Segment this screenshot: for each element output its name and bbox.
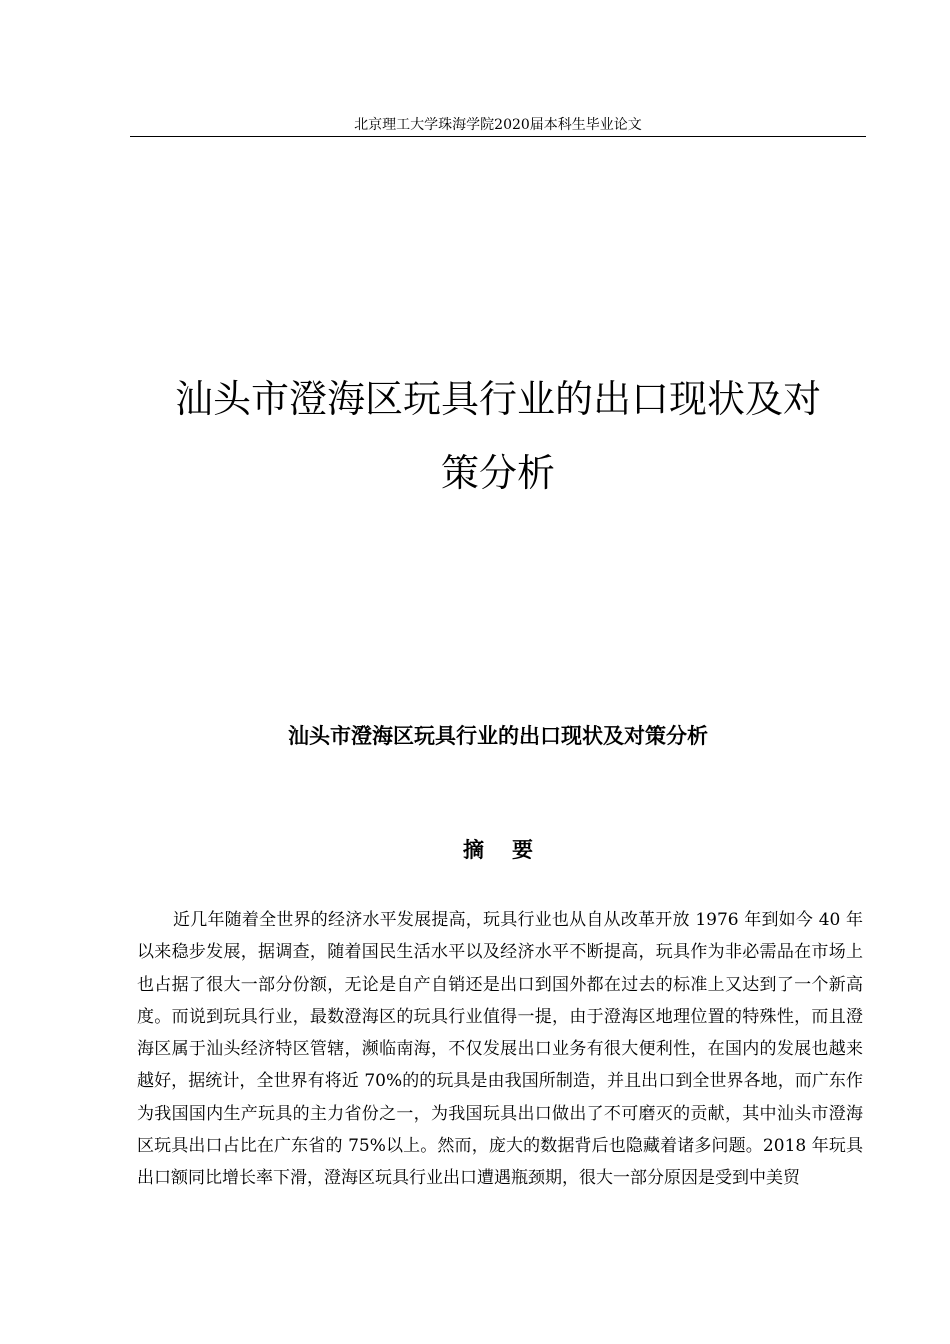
main-title xyxy=(110,362,886,510)
abstract-thesis-title: 汕头市澄海区玩具行业的出口现状及对策分析 xyxy=(288,724,708,748)
main-title-line-1: 汕头市澄海区玩具行业的出口现状及对 xyxy=(174,377,821,421)
running-header: 北京理工大学珠海学院2020届本科生毕业论文 xyxy=(354,117,642,133)
abstract-heading: 摘要 xyxy=(463,838,561,862)
main-title-line-2: 策分析 xyxy=(440,451,555,495)
abstract-body-paragraph: 近几年随着全世界的经济水平发展提高，玩具行业也从自从改革开放 1976 年到如今 40 年以来稳步发展，据调查，随着国民生活水平以及经济水平不断提高，玩具作为非必需品在市场上也占据了很大一部分份额，无论是自产自销还是出口到国外都在过去的标准上又达到了一个新高度。而说到玩具行业，最数澄海区的玩具行业值得一提，由于澄海区地理位置的特殊性，而且澄海区属于汕头经济特区管辖，濒临南海，不仅发展出口业务有很大便利性，在国内的发展也越来越好，据统计，全世界有将近 70%的的玩具是由我国所制造，并且出口到全世界各地，而广东作为我国国内生产玩具的主力省份之一，为我国玩具出口做出了不可磨灭的贡献，其中汕头市澄海区玩具出口占比在广东省的 75%以上。然而，庞大的数据背后也隐藏着诸多问题。2018 年玩具出口额同比增长率下滑，澄海区玩具行业出口遭遇瓶颈期，很大一部分原因是受到中美贸 xyxy=(137,910,863,1189)
header-divider xyxy=(130,136,866,137)
